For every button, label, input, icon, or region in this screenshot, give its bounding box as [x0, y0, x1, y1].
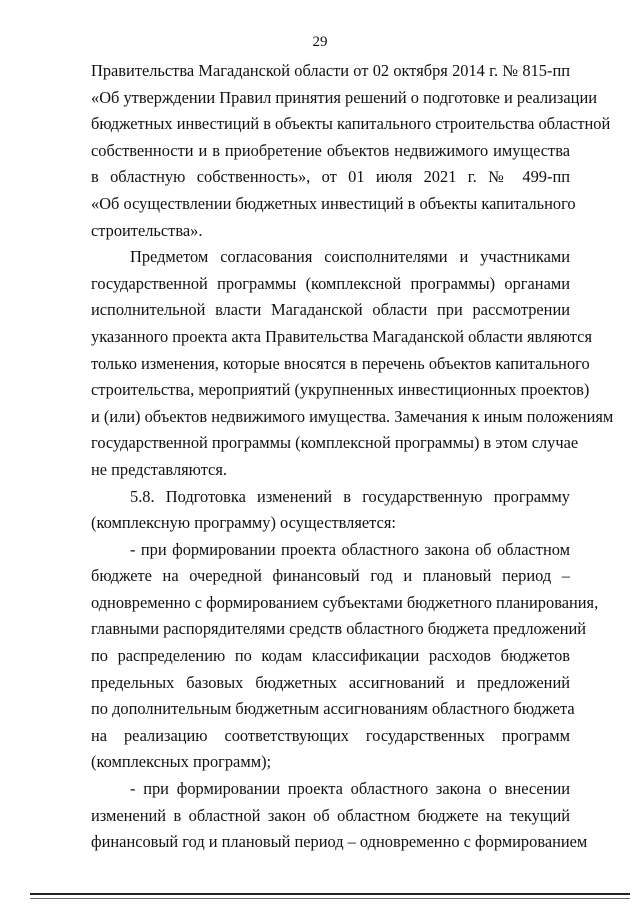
text-line: указанного проекта акта Правительства Магаданской области являются [91, 326, 592, 346]
bottom-border-line-thin [30, 898, 630, 899]
text-line: 5.8. Подготовка изменений в государственную программу [130, 486, 570, 506]
bottom-border-line [30, 893, 630, 895]
text-line: на реализацию соответствующих государственных программ [91, 725, 570, 745]
text-line: по дополнительным бюджетным ассигнованиям областного бюджета [91, 699, 575, 719]
text-line: государственной программы (комплексной программы) органами [91, 273, 570, 293]
text-line: государственной программы (комплексной программы) в этом случае [91, 433, 579, 453]
text-line: Предметом согласования соисполнителями и участниками [130, 247, 570, 267]
text-line: «Об утверждении Правил принятия решений о подготовке и реализации [91, 87, 597, 107]
text-line: предельных базовых бюджетных ассигнований и предложений [91, 672, 570, 692]
text-line: собственности и в приобретение объектов недвижимого имущества [91, 140, 570, 160]
text-line: только изменения, которые вносятся в перечень объектов капитального [91, 353, 590, 373]
text-line: исполнительной власти Магаданской области при рассмотрении [91, 300, 570, 320]
text-line: (комплексную программу) осуществляется: [91, 513, 396, 533]
text-line: - при формировании проекта областного закона о внесении [130, 779, 570, 799]
text-line: Правительства Магаданской области от 02 октября 2014 г. № 815-пп [91, 61, 570, 80]
text-line: строительства». [91, 220, 203, 240]
text-line: не представляются. [91, 459, 227, 479]
text-line: (комплексных программ); [91, 752, 272, 772]
text-line: - при формировании проекта областного закона об областном [130, 539, 570, 559]
text-line: по распределению по кодам классификации расходов бюджетов [91, 646, 570, 666]
text-line: бюджете на очередной финансовый год и плановый период – [91, 566, 570, 586]
page-number: 29 [312, 34, 328, 50]
text-line: одновременно с формированием субъектами бюджетного планирования, [91, 592, 599, 612]
document-body [91, 58, 614, 856]
text-line: в областную собственность», от 01 июля 2021 г. № 499-пп [91, 167, 570, 187]
text-line: «Об осуществлении бюджетных инвестиций в объекты капитального [91, 193, 576, 213]
text-line: бюджетных инвестиций в объекты капитального строительства областной [91, 114, 611, 134]
text-line: строительства, мероприятий (укрупненных инвестиционных проектов) [91, 380, 590, 400]
text-line: и (или) объектов недвижимого имущества. Замечания к иным положениям [91, 406, 614, 426]
text-line: финансовый год и плановый период – одновременно с формированием [91, 832, 588, 852]
text-line: главными распорядителями средств областного бюджета предложений [91, 619, 587, 639]
text-line: изменений в областной закон об областном бюджете на текущий [91, 805, 570, 825]
